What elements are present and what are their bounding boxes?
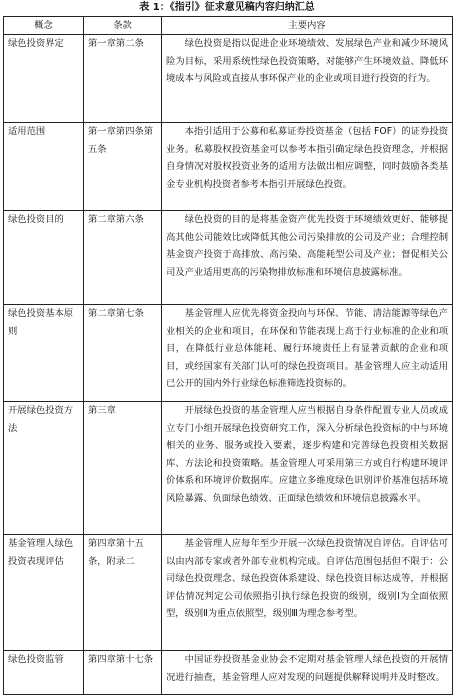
table-row: [4, 211, 453, 305]
content-cell: 绿色投资是指以促进企业环境绩效、发展绿色产业和减少环境风险为目标，采用系统性绿色投资策略，对能够产生环境效益、降低环境成本与风险或直接从事环保产业的企业或项目进行投资的行为。: [162, 35, 453, 123]
clause-cell: 第四章第十五条，附录二: [84, 535, 162, 651]
concept-cell: 适用范围: [4, 123, 84, 211]
header-concept: 概念: [4, 17, 84, 35]
table-row: [4, 35, 453, 123]
content-cell: 中国证券投资基金业协会不定期对基金管理人绿色投资的开展情况进行抽查，基金管理人应对发现的问题提供解释说明并及时整改。: [162, 651, 453, 695]
table-row: [4, 651, 453, 695]
table-row: [4, 402, 453, 535]
clause-cell: 第一章第二条: [84, 35, 162, 123]
content-cell: 绿色投资的目的是将基金资产优先投资于环境绩效更好、能够提高其他公司能效比或降低其他公司污染排放的公司及产业；合理控制基金资产投资于高排放、高污染、高能耗型公司及产业；督促相关公司及产业适用更高的污染物排放标准和环境信息披露标准。: [162, 211, 453, 305]
header-clause: 条款: [84, 17, 162, 35]
concept-cell: 绿色投资基本原则: [4, 305, 84, 402]
content-cell: 开展绿色投资的基金管理人应当根据自身条件配置专业人员或成立专门小组开展绿色投资研究工作，深入分析绿色投资标的中与环境相关的业务、服务或投入要素，逐步构建和完善绿色投资相关数据库、方法论和投资策略。基金管理人可采用第三方或自行构建环境评价体系和环境评价数据库。应建立多维度绿色识别评价基准包括环境风险暴露、负面绿色绩效、正面绿色绩效和环境信息披露水平。: [162, 402, 453, 535]
clause-cell: 第二章第六条: [84, 211, 162, 305]
summary-table: [3, 16, 453, 695]
header-row: [4, 17, 453, 35]
content-cell: 基金管理人应优先将资金投向与环保、节能、清洁能源等绿色产业相关的企业和项目，在环保和节能表现上高于行业标准的企业和项目，在降低行业总体能耗、履行环境责任上有显著贡献的企业和项目，或经国家有关部门认可的绿色投资项目。基金管理人应主动适用已公开的国内外行业绿色标准筛选投资标的。: [162, 305, 453, 402]
table-title: 表 1：《指引》征求意见稿内容归纳汇总: [139, 2, 315, 13]
table-row: [4, 123, 453, 211]
concept-cell: 绿色投资目的: [4, 211, 84, 305]
content-cell: 基金管理人应每年至少开展一次绿色投资情况自评估。自评估可以由内部专家或者外部专业机构完成。自评估范围包括但不限于：公司绿色投资理念、绿色投资体系建设、绿色投资目标达成等，并根据评估情况判定公司依照指引执行绿色投资的级别，级别Ⅰ为全面依照型，级别Ⅱ为重点依照型，级别Ⅲ为理念参考型。: [162, 535, 453, 651]
clause-cell: 第一章第四条第五条: [84, 123, 162, 211]
clause-cell: 第二章第七条: [84, 305, 162, 402]
table-row: [4, 305, 453, 402]
table-row: [4, 535, 453, 651]
clause-cell: 第四章第十七条: [84, 651, 162, 695]
concept-cell: 绿色投资监管: [4, 651, 84, 695]
header-content: 主要内容: [162, 17, 453, 35]
clause-cell: 第三章: [84, 402, 162, 535]
concept-cell: 基金管理人绿色投资表现评估: [4, 535, 84, 651]
content-cell: 本指引适用于公募和私募证券投资基金（包括 FOF）的证券投资业务。私募股权投资基金可以参考本指引确定绿色投资理念，并根据自身情况对股权投资业务的适用方法做出相应调整，同时鼓励各类基金专业机构投资者参考本指引开展绿色投资。: [162, 123, 453, 211]
document-page: [0, 1, 454, 683]
concept-cell: 开展绿色投资方法: [4, 402, 84, 535]
concept-cell: 绿色投资界定: [4, 35, 84, 123]
